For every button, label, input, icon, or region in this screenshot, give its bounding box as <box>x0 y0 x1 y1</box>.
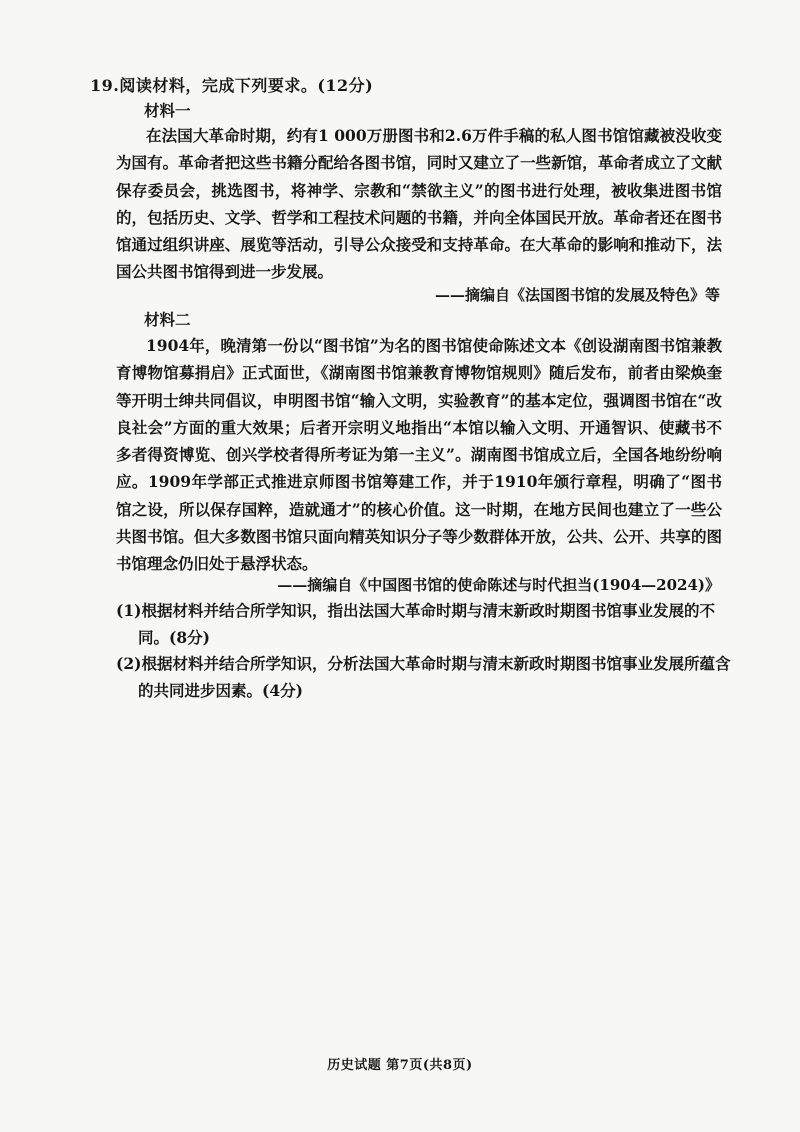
sub-question-2: (2)根据材料并结合所学知识，分析法国大革命时期与清末新政时期图书馆事业发展所蕴含的共同进步因素。(4分) <box>116 654 731 700</box>
material-two-text: 1904年，晚清第一份以“图书馆”为名的图书馆使命陈述文本《创设湖南图书馆兼教育博物馆募捐启》正式面世，《湖南图书馆兼教育博物馆规则》随后发布，前者由梁焕奎等开明士绅共同倡议，申明图书馆“输入文明，实验教育”的基本定位，强调图书馆在“改良社会”方面的重大效果；后者开宗明义地指出“本馆以输入文明、开通智识、使藏书不多者得资博览、创兴学校者得所考证为第一主义”。湖南图书馆成立后，全国各地纷纷响应。1909年学部正式推进京师图书馆筹建工作，并于1910年颁行章程，明确了“图书馆之设，所以保存国粹，造就通才”的核心价值。这一时期，在地方民间也建立了一些公共图书馆。但大多数图书馆只面向精英知识分子等少数群体开放，公共、公开、共享的图书馆理念仍旧处于悬浮状态。 <box>116 336 722 574</box>
question-title: 19.阅读材料，完成下列要求。(12分) <box>90 76 374 95</box>
material-two-source: ——摘编自《中国图书馆的使命陈述与时代担当(1904—2024)》 <box>277 576 720 594</box>
material-two-label: 材料二 <box>144 310 191 329</box>
material-one-text: 在法国大革命时期，约有1 000万册图书和2.6万件手稿的私人图书馆馆藏被没收变为国有。革命者把这些书籍分配给各图书馆，同时又建立了一些新馆，革命者成立了文献保存委员会，挑选图书，将神学、宗教和“禁欲主义”的图书进行处理，被收集进图书馆的，包括历史、文学、哲学和工程技术问题的书籍，并向全体国民开放。革命者还在图书馆通过组织讲座、展览等活动，引导公众接受和支持革命。在大革命的影响和推动下，法国公共图书馆得到进一步发展。 <box>116 126 722 282</box>
page-footer: 历史试题 第7页(共8页) <box>327 1058 473 1073</box>
sub-question-1: (1)根据材料并结合所学知识，指出法国大革命时期与清末新政时期图书馆事业发展的不同。(8分) <box>116 601 715 647</box>
material-one-source: ——摘编自《法国图书馆的发展及特色》等 <box>434 286 720 304</box>
material-one-label: 材料一 <box>144 101 191 120</box>
